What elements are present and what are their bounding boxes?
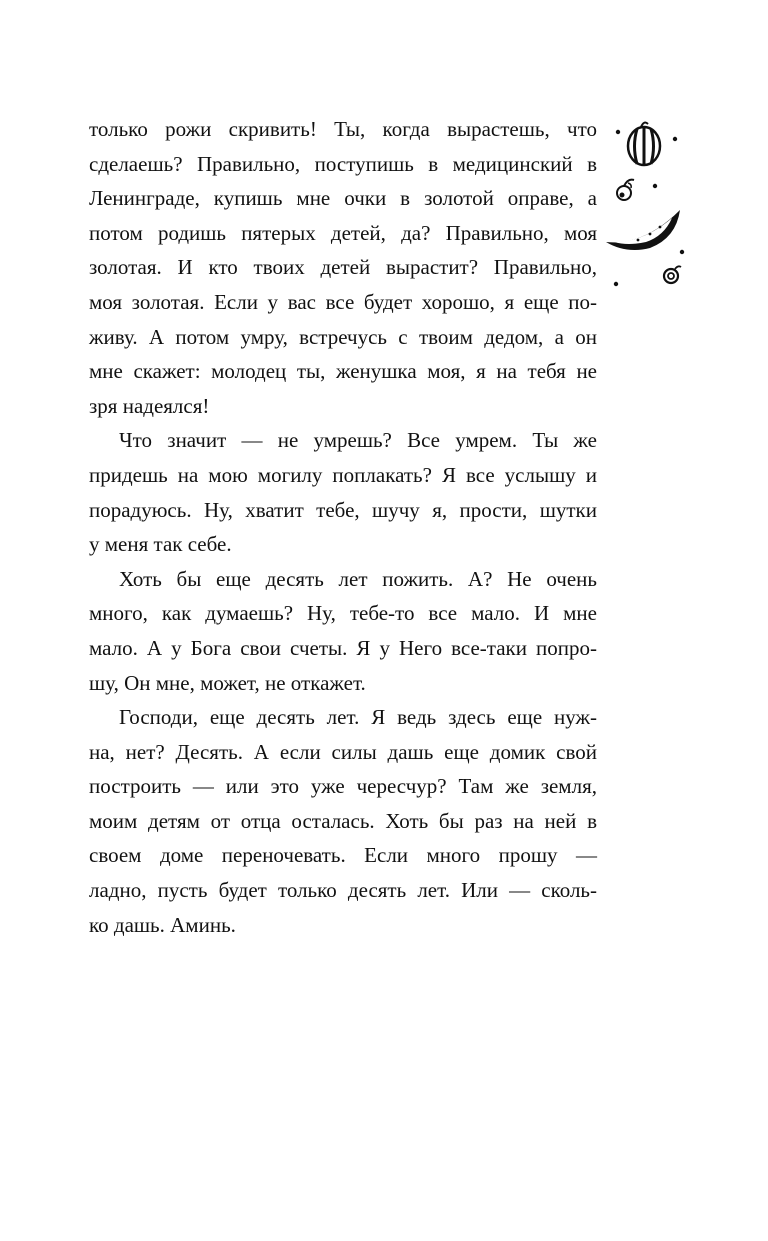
text-line: ладно, пусть будет только десять лет. Или — сколь- [89, 878, 597, 903]
text-line: потом родишь пятерых детей, да? Правильно, моя [89, 220, 597, 245]
text-line: золотая. И кто твоих детей вырастит? Правильно, [89, 255, 597, 280]
text-line: на, нет? Десять. А если силы дашь еще домик свой [89, 739, 597, 764]
dot-icon [616, 130, 620, 134]
cherry-icon [617, 180, 634, 200]
text-line: своем доме переночевать. Если много прошу — [89, 843, 597, 868]
text-line: моя золотая. Если у вас все будет хорошо, я еще по- [89, 289, 597, 314]
text-line: Ленинграде, купишь мне очки в золотой оправе, а [89, 186, 597, 211]
dot-icon [680, 250, 684, 254]
dot-icon [653, 184, 657, 188]
text-line: зря надеялся! [89, 393, 210, 418]
paragraph-1 [89, 112, 597, 423]
paragraph-3 [89, 562, 597, 700]
text-line: Хоть бы еще десять лет пожить. А? Не очень [119, 566, 597, 591]
paragraph-2 [89, 423, 597, 561]
text-line: ко дашь. Аминь. [89, 912, 236, 937]
text-line: шу, Он мне, может, не откажет. [89, 670, 366, 695]
paragraph-4 [89, 700, 597, 942]
spiral-fruit-icon [664, 266, 681, 283]
text-line: построить — или это уже чересчур? Там же земля, [89, 774, 597, 799]
dot-icon [673, 137, 677, 141]
text-line: живу. А потом умру, встречусь с твоим дедом, а он [89, 324, 597, 349]
text-line: моим детям от отца осталась. Хоть бы раз на ней в [89, 808, 597, 833]
body-text [89, 112, 597, 942]
text-line: Господи, еще десять лет. Я ведь здесь еще нуж- [119, 705, 597, 730]
text-line: у меня так себе. [89, 532, 232, 557]
fruit-doodles [604, 114, 704, 294]
text-line: мне скажет: молодец ты, женушка моя, я на тебя не [89, 359, 597, 384]
watermelon-slice-icon [606, 210, 680, 250]
text-line: только рожи скривить! Ты, когда вырастешь, что [89, 117, 597, 141]
dot-icon [614, 282, 618, 286]
watermelon-icon [628, 123, 660, 165]
text-line: много, как думаешь? Ну, тебе-то все мало. И мне [89, 601, 597, 626]
text-line: порадуюсь. Ну, хватит тебе, шучу я, прости, шутки [89, 497, 597, 522]
text-line: мало. А у Бога свои счеты. Я у Него все-таки попро- [89, 635, 597, 660]
text-line: придешь на мою могилу поплакать? Я все услышу и [89, 462, 597, 487]
text-line: Что значит — не умрешь? Все умрем. Ты же [119, 428, 597, 453]
text-line: сделаешь? Правильно, поступишь в медицинский в [89, 151, 597, 176]
